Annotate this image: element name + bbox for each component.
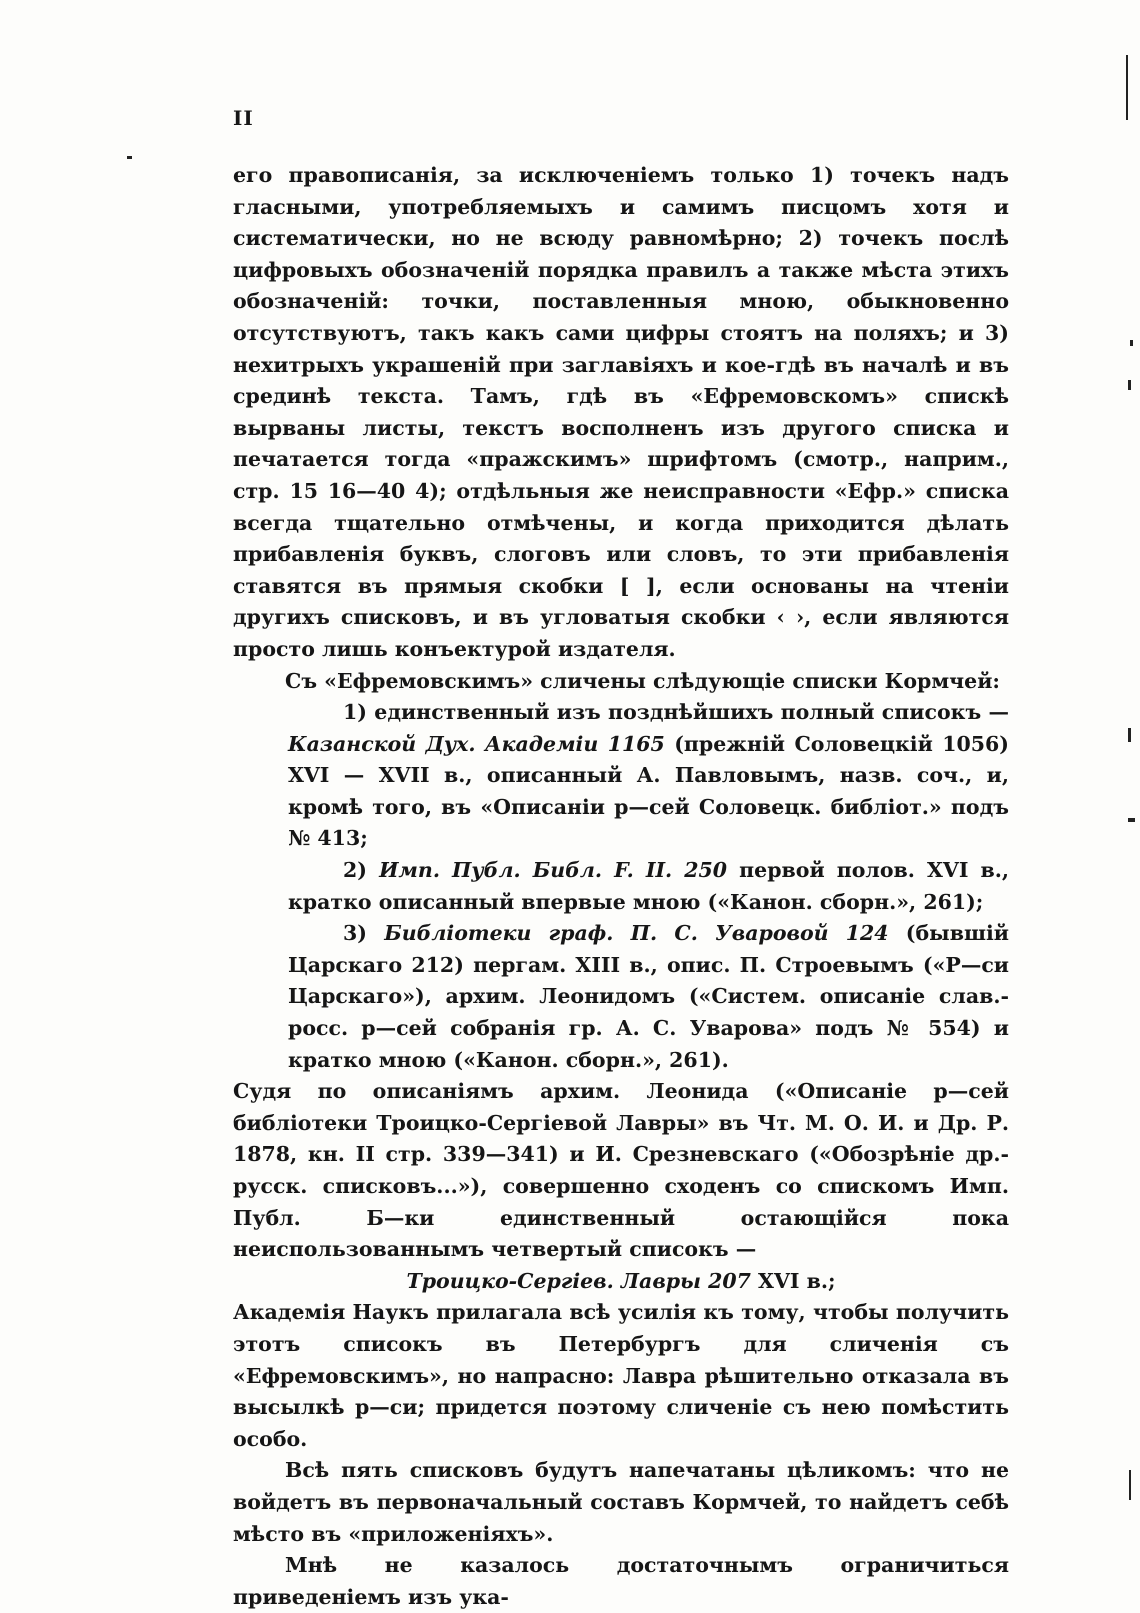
scan-speck	[1128, 380, 1131, 390]
body-text	[233, 160, 1009, 1613]
paragraph: Мнѣ не казалось достаточнымъ ограничиться приведеніемъ изъ ука-	[233, 1553, 1009, 1609]
paragraph: Академія Наукъ прилагала всѣ усилія къ тому, чтобы получить этотъ списокъ въ Петербургъ для сличенія съ «Ефремовскимъ», но напрасно: Лавра рѣшительно отказала въ высылкѣ р—си; придется поэтому сличеніе съ нею помѣстить особо.	[233, 1300, 1009, 1451]
scan-speck	[1130, 340, 1133, 346]
list-item: 3) Библіотеки граф. П. С. Уваровой 124 (бывшій Царскаго 212) пергам. XIII в., опис. П. Строевымъ («Р—си Царскаго»), архим. Леонидомъ («Систем. описаніе слав.-росс. р—сей собранія гр. А. С. Уварова» подъ № 554) и кратко мною («Канон. сборн.», 261).	[288, 921, 1009, 1072]
paragraph: его правописанія, за исключеніемъ только 1) точекъ надъ гласными, употребляемыхъ и самимъ писцомъ хотя и систематически, но не всюду равномѣрно; 2) точекъ послѣ цифровыхъ обозначеній порядка правилъ а также мѣста этихъ обозначеній: точки, поставленныя мною, обыкновенно отсутствуютъ, такъ какъ сами цифры стоятъ на поляхъ; и 3) нехитрыхъ украшеній при заглавіяхъ и кое-гдѣ въ началѣ и въ срединѣ текста. Тамъ, гдѣ въ «Ефремовскомъ» спискѣ вырваны листы, текстъ восполненъ изъ другого списка и печатается тогда «пражскимъ» шрифтомъ (смотр., наприм., стр. 15 16—40 4); отдѣльныя же неисправности «Ефр.» списка всегда тщательно отмѣчены, и когда приходится дѣлать прибавленія буквъ, слоговъ или словъ, то эти прибавленія ставятся въ прямыя скобки [ ], если основаны на чтеніи другихъ списковъ, и въ угловатыя скобки ‹ ›, если являются просто лишь конъектурой издателя.	[233, 163, 1009, 661]
margin-mark	[1126, 55, 1128, 120]
scan-speck	[127, 156, 132, 159]
list-item: 1) единственный изъ позднѣйшихъ полный списокъ — Казанской Дух. Академіи 1165 (прежній Соловецкій 1056) XVI — XVII в., описанный А. Павловымъ, назв. соч., и, кромѣ того, въ «Описаніи р—сей Соловецк. библіот.» подъ № 413;	[288, 700, 1009, 851]
paragraph: Всѣ пять списковъ будутъ напечатаны цѣликомъ: что не войдетъ въ первоначальный составъ Кормчей, то найдетъ себѣ мѣсто въ «приложеніяхъ».	[233, 1458, 1009, 1546]
page-number: II	[233, 106, 254, 130]
manuscript-title: Троицко-Сергіев. Лавры 207 XVI в.;	[406, 1268, 836, 1293]
scan-speck	[1128, 728, 1131, 742]
paragraph: Съ «Ефремовскимъ» сличены слѣдующіе списки Кормчей:	[285, 668, 1000, 693]
paragraph: Судя по описаніямъ архим. Леонида («Описаніе р—сей библіотеки Троицко-Сергіевой Лавры» въ Чт. М. О. И. и Др. Р. 1878, кн. II стр. 339—341) и И. Срезневскаго («Обозрѣніе др.-русск. списковъ...»), совершенно сходенъ со спискомъ Имп. Публ. Б—ки единственный остающійся пока неиспользованнымъ четвертый списокъ —	[233, 1079, 1009, 1262]
list-item: 2) Имп. Публ. Библ. F. II. 250 первой полов. XVI в., кратко описанный впервые мною («Канон. сборн.», 261);	[288, 858, 1010, 914]
margin-mark	[1129, 1470, 1131, 1500]
scan-speck	[1128, 818, 1135, 822]
